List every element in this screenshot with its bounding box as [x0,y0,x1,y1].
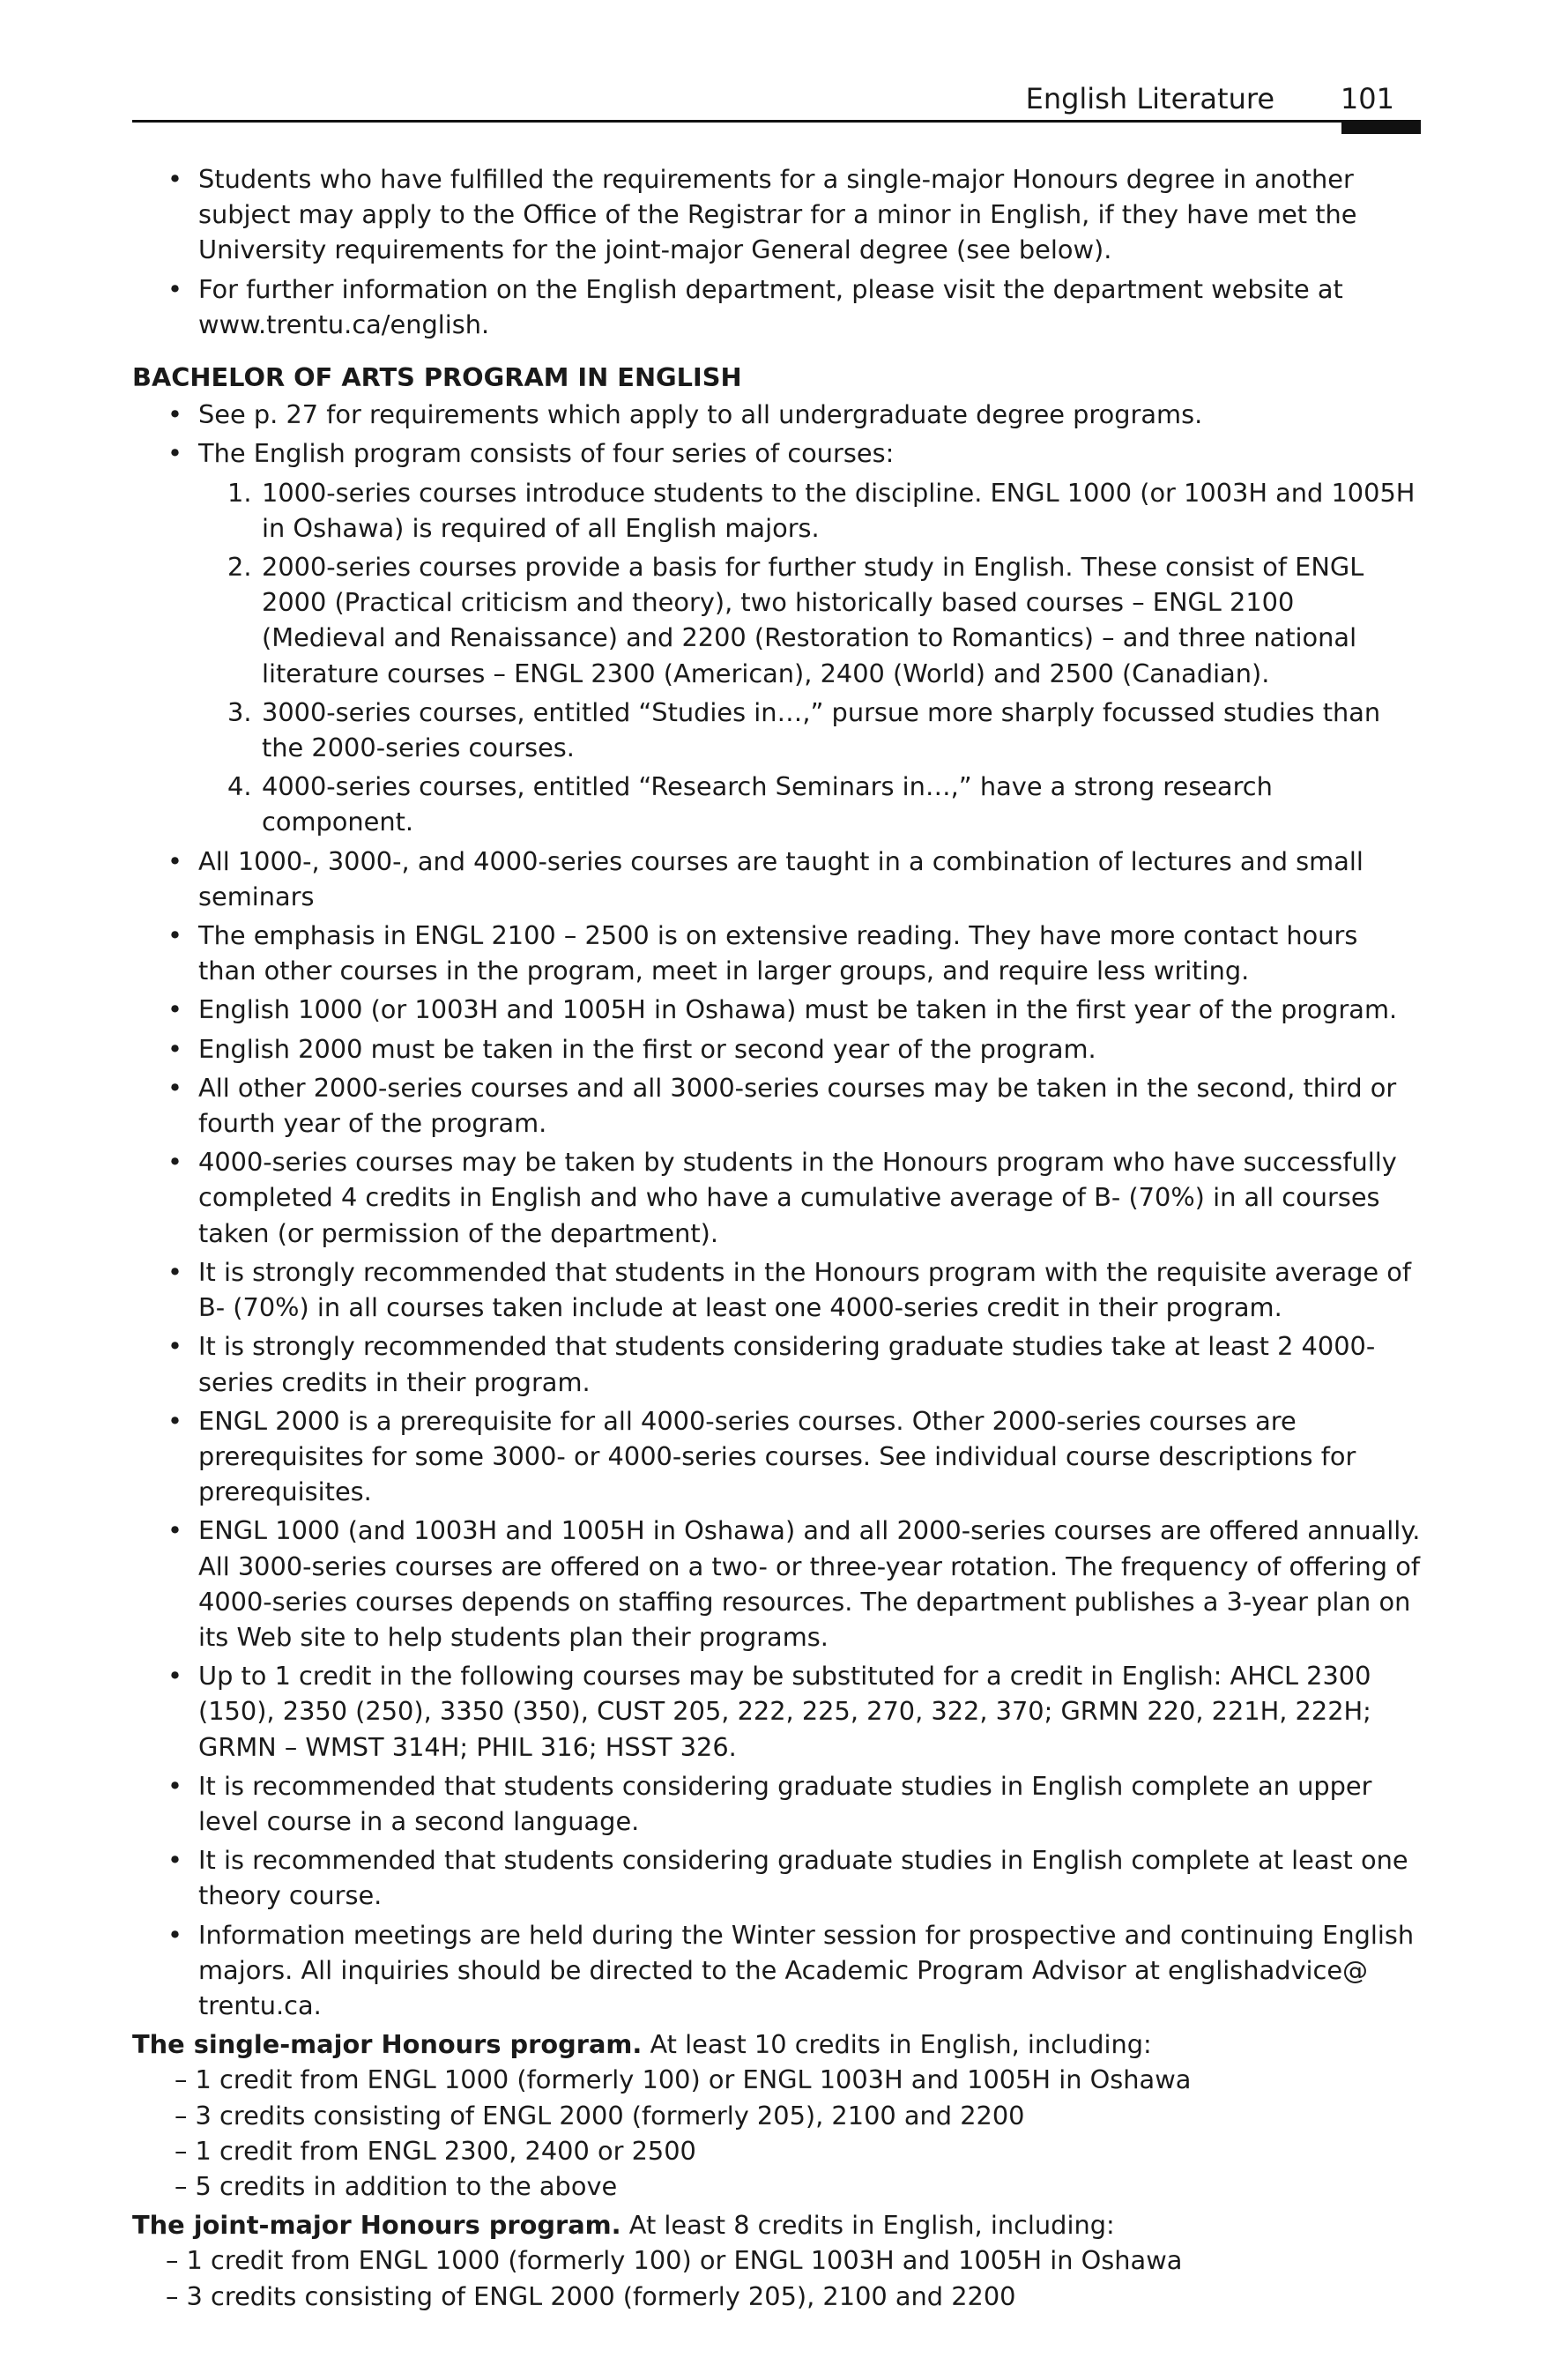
list-item: • Information meetings are held during the Winter session for prospective and continuing English majors. All inquiries should be directed to the Academic Program Advisor at englishadvice@ trentu.ca. [132,1917,1421,2024]
list-item: • Students who have fulfilled the requirements for a single-major Honours degree in another subject may apply to the Office of the Registrar for a minor in English, if they have met the University requirements for the joint-major General degree (see below). [132,161,1421,268]
bullet-icon: • [167,438,182,469]
list-item: • All 1000-, 3000-, and 4000-series courses are taught in a combination of lectures and small seminars [132,844,1421,914]
header-tab-bar [1341,120,1421,134]
bullet-icon: • [167,273,182,304]
bullet-icon: • [167,1147,182,1178]
requirement-item: – 3 credits consisting of ENGL 2000 (formerly 205), 2100 and 2200 [175,2100,1025,2131]
bullet-icon: • [167,399,182,430]
bullet-icon: • [167,1033,182,1064]
section-title: English Literature [1025,82,1274,115]
joint-major-paragraph: The joint-major Honours program. At least 8 credits in English, including: [132,2210,1115,2241]
requirement-item: – 1 credit from ENGL 1000 (formerly 100) or ENGL 1003H and 1005H in Oshawa [166,2245,1183,2276]
joint-major-label: The joint-major Honours program. [132,2210,621,2241]
page-number: 101 [1340,82,1394,115]
list-item: • See p. 27 for requirements which apply to all undergraduate degree programs. [132,397,1421,432]
bullet-icon: • [167,1331,182,1362]
list-item: • All other 2000-series courses and all 3000-series courses may be taken in the second, third or fourth year of the program. [132,1070,1421,1141]
bullet-icon: • [167,1919,182,1950]
page-body [132,161,1421,2314]
list-item: • ENGL 2000 is a prerequisite for all 4000-series courses. Other 2000-series courses are prerequisites for some 3000- or 4000-series courses. See individual course descriptions for prerequisites. [132,1403,1421,1510]
bullet-icon: • [167,1661,182,1692]
bullet-icon: • [167,1072,182,1103]
list-item: • Up to 1 credit in the following courses may be substituted for a credit in English: AHCL 2300 (150), 2350 (250), 3350 (350), CUST 205, 222, 225, 270, 322, 370; GRMN 220, 221H, 222H; GRMN – WMST 314H; PHIL 316; HSST 326. [132,1658,1421,1765]
numbered-item: 3. 3000-series courses, entitled “Studies in…,” pursue more sharply focussed studies than the 2000-series courses. [227,696,1381,763]
bullet-icon: • [167,920,182,951]
bullet-icon: • [167,1515,182,1546]
bullet-icon: • [167,1770,182,1801]
numbered-item: 2. 2000-series courses provide a basis for further study in English. These consist of ENGL 2000 (Practical criticism and theory), two historically based courses – ENGL 2100 (Medieval and Renaissance) and 2200 (Restoration to Romantics) – and three national literature courses – ENGL 2300 (American), 2400 (World) and 2500 (Canadian). [227,552,1364,688]
list-item: • The English program consists of four series of courses: [132,435,1421,471]
numbered-item: 1. 1000-series courses introduce students to the discipline. ENGL 1000 (or 1003H and 1005H in Oshawa) is required of all English majors. [227,477,1416,543]
requirement-item: – 3 credits consisting of ENGL 2000 (formerly 205), 2100 and 2200 [166,2280,1016,2311]
single-major-label: The single-major Honours program. [132,2029,643,2060]
section-heading: BACHELOR OF ARTS PROGRAM IN ENGLISH [132,362,742,393]
list-item: • For further information on the English department, please visit the department website at www.trentu.ca/english. [132,271,1421,342]
bullet-icon: • [167,1845,182,1876]
list-item: • English 1000 (or 1003H and 1005H in Oshawa) must be taken in the first year of the program. [132,992,1421,1027]
bullet-icon: • [167,1405,182,1436]
list-item: • ENGL 1000 (and 1003H and 1005H in Oshawa) and all 2000-series courses are offered annually. All 3000-series courses are offered on a two- or three-year rotation. The frequency of offering of 4000-series courses depends on staffing resources. The department publishes a 3-year plan on its Web site to help students plan their programs. [132,1513,1421,1655]
requirement-item: – 5 credits in addition to the above [175,2170,618,2201]
single-major-paragraph: The single-major Honours program. At least 10 credits in English, including: [132,2029,1152,2060]
running-header [132,0,1421,134]
bullet-icon: • [167,994,182,1025]
numbered-item: 4. 4000-series courses, entitled “Research Seminars in…,” have a strong research component. [227,771,1273,837]
requirement-item: – 1 credit from ENGL 1000 (formerly 100) or ENGL 1003H and 1005H in Oshawa [175,2064,1192,2095]
requirement-item: – 1 credit from ENGL 2300, 2400 or 2500 [175,2135,696,2166]
list-item: • 4000-series courses may be taken by students in the Honours program who have successfully completed 4 credits in English and who have a cumulative average of B- (70%) in all courses taken (or permission of the department). [132,1144,1421,1251]
bullet-icon: • [167,845,182,876]
list-item: • It is strongly recommended that students considering graduate studies take at least 2 4000-series credits in their program. [132,1328,1421,1399]
list-item: • It is recommended that students considering graduate studies in English complete at least one theory course. [132,1842,1421,1913]
list-item: • The emphasis in ENGL 2100 – 2500 is on extensive reading. They have more contact hours than other courses in the program, meet in larger groups, and require less writing. [132,918,1421,988]
list-item: • It is strongly recommended that students in the Honours program with the requisite average of B- (70%) in all courses taken include at least one 4000-series credit in their program. [132,1254,1421,1325]
bullet-icon: • [167,164,182,194]
header-rule [132,120,1421,123]
bullet-icon: • [167,1256,182,1287]
list-item: • English 2000 must be taken in the first or second year of the program. [132,1031,1421,1067]
list-item: • It is recommended that students considering graduate studies in English complete an upper level course in a second language. [132,1768,1421,1839]
